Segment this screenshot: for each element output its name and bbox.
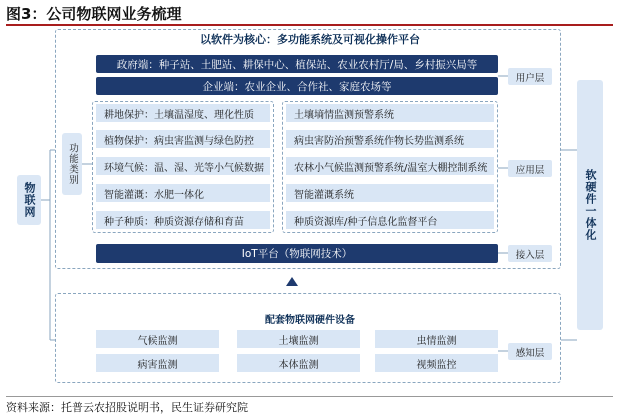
- device-item: 病害监测: [96, 354, 219, 372]
- system-item: 智能灌溉系统: [286, 184, 494, 202]
- function-item: 环境气候：温、湿、光等小气候数据: [96, 157, 270, 175]
- user-layer-government: 政府端：种子站、土肥站、耕保中心、植保站、农业农村厅/局、乡村振兴局等: [96, 55, 498, 73]
- source-divider: [6, 396, 613, 397]
- function-item: 植物保护：病虫害监测与绿色防控: [96, 130, 270, 148]
- function-item: 智能灌溉：水肥一体化: [96, 184, 270, 202]
- device-item: 视频监控: [375, 354, 498, 372]
- source-note: 资料来源：托普云农招股说明书，民生证券研究院: [6, 401, 248, 414]
- app-layer-label: 应用层: [508, 160, 552, 177]
- hardware-area-title: 配套物联网硬件设备: [265, 315, 355, 326]
- system-item: 土壤墒情监测预警系统: [286, 104, 494, 122]
- side-label-hardware-software: 软硬件一体化: [577, 80, 603, 330]
- device-item: 本体监测: [237, 354, 360, 372]
- figure-title: 图3：公司物联网业务梳理: [6, 5, 182, 23]
- user-layer-label: 用户层: [508, 68, 552, 85]
- function-item: 耕地保护：土壤温湿度、理化性质: [96, 104, 270, 122]
- function-category-label: 功能类别: [62, 133, 82, 195]
- user-layer-enterprise: 企业端：农业企业、合作社、家庭农场等: [96, 77, 498, 95]
- device-item: 土壤监测: [237, 330, 360, 348]
- system-item: 病虫害防治预警系统作物长势监测系统: [286, 130, 494, 148]
- function-item: 种子种质：种质资源存储和育苗: [96, 211, 270, 229]
- software-area-title: 以软件为核心：多功能系统及可视化操作平台: [200, 33, 420, 46]
- access-layer-label: 接入层: [508, 245, 552, 262]
- system-item: 农林小气候监测预警系统/温室大棚控制系统: [286, 157, 494, 175]
- system-item: 种质资源库/种子信息化监督平台: [286, 211, 494, 229]
- side-label-iot: 物联网: [17, 175, 41, 225]
- iot-platform: IoT平台（物联网技术）: [96, 244, 498, 263]
- device-item: 虫情监测: [375, 330, 498, 348]
- perception-layer-label: 感知层: [508, 343, 552, 360]
- device-item: 气候监测: [96, 330, 219, 348]
